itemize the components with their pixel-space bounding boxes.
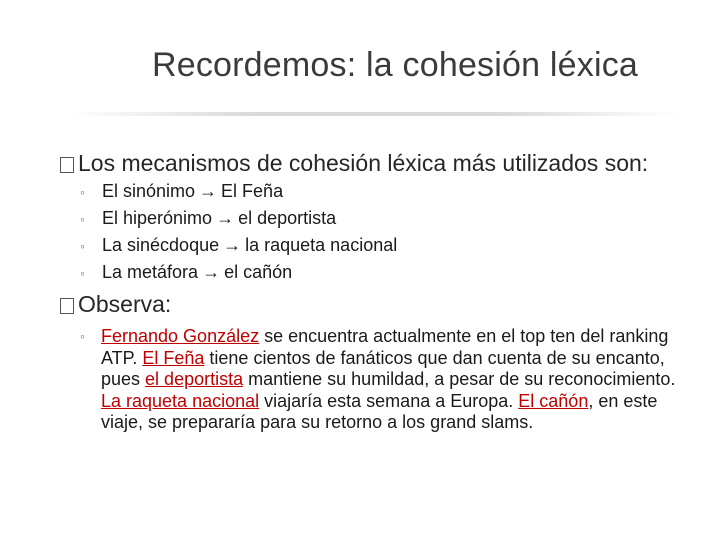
- paragraph-run: se encuentra actualmente en el top ten del ranking ATP.: [101, 326, 669, 368]
- bullet-observa-text: Observa:: [78, 291, 172, 317]
- bullet-mechanisms-text: Los mecanismos de cohesión léxica más utilizados son:: [78, 150, 649, 176]
- paragraph-run: viajaría esta semana a Europa.: [259, 390, 519, 411]
- title-divider: [70, 112, 680, 116]
- item-example: el deportista: [238, 208, 337, 228]
- list-item: [80, 181, 283, 202]
- paragraph-run: mantiene su humildad, a pesar de su reconocimiento.: [243, 369, 676, 390]
- bullet-observa: [60, 291, 171, 318]
- item-example: el cañón: [224, 262, 293, 282]
- circle-bullet-icon: ◦: [80, 265, 85, 281]
- arrow-right-icon: →: [202, 262, 221, 282]
- circle-bullet-icon: ◦: [80, 211, 85, 227]
- item-term: El hiperónimo: [102, 208, 213, 228]
- highlighted-phrase: El Feña: [142, 347, 205, 368]
- paragraph-run: , en este viaje, se prepararía para su retorno a los grand slams.: [101, 390, 658, 433]
- arrow-right-icon: →: [199, 181, 218, 201]
- example-paragraph: [80, 326, 700, 434]
- checkbox-bullet-icon: [60, 157, 74, 173]
- item-example: la raqueta nacional: [245, 235, 398, 255]
- circle-bullet-icon: ◦: [80, 328, 85, 344]
- checkbox-bullet-icon: [60, 298, 74, 314]
- bullet-mechanisms: [60, 150, 648, 177]
- list-item: [80, 208, 336, 229]
- arrow-right-icon: →: [223, 235, 242, 255]
- circle-bullet-icon: ◦: [80, 238, 85, 254]
- item-example: El Feña: [221, 181, 284, 201]
- paragraph-text: [101, 326, 700, 434]
- item-term: La metáfora: [102, 262, 199, 282]
- highlighted-phrase: Fernando González: [101, 326, 260, 346]
- highlighted-phrase: La raqueta nacional: [101, 390, 260, 411]
- circle-bullet-icon: ◦: [80, 184, 85, 200]
- highlighted-phrase: El cañón: [518, 390, 589, 411]
- highlighted-phrase: el deportista: [145, 369, 244, 390]
- slide-title: Recordemos: la cohesión léxica: [151, 46, 639, 84]
- list-item: [80, 262, 292, 283]
- item-term: El sinónimo: [102, 181, 196, 201]
- list-item: [80, 235, 397, 256]
- paragraph-run: tiene cientos de fanáticos que dan cuenta de su encanto, pues: [101, 347, 665, 390]
- item-term: La sinécdoque: [102, 235, 220, 255]
- arrow-right-icon: →: [216, 208, 235, 228]
